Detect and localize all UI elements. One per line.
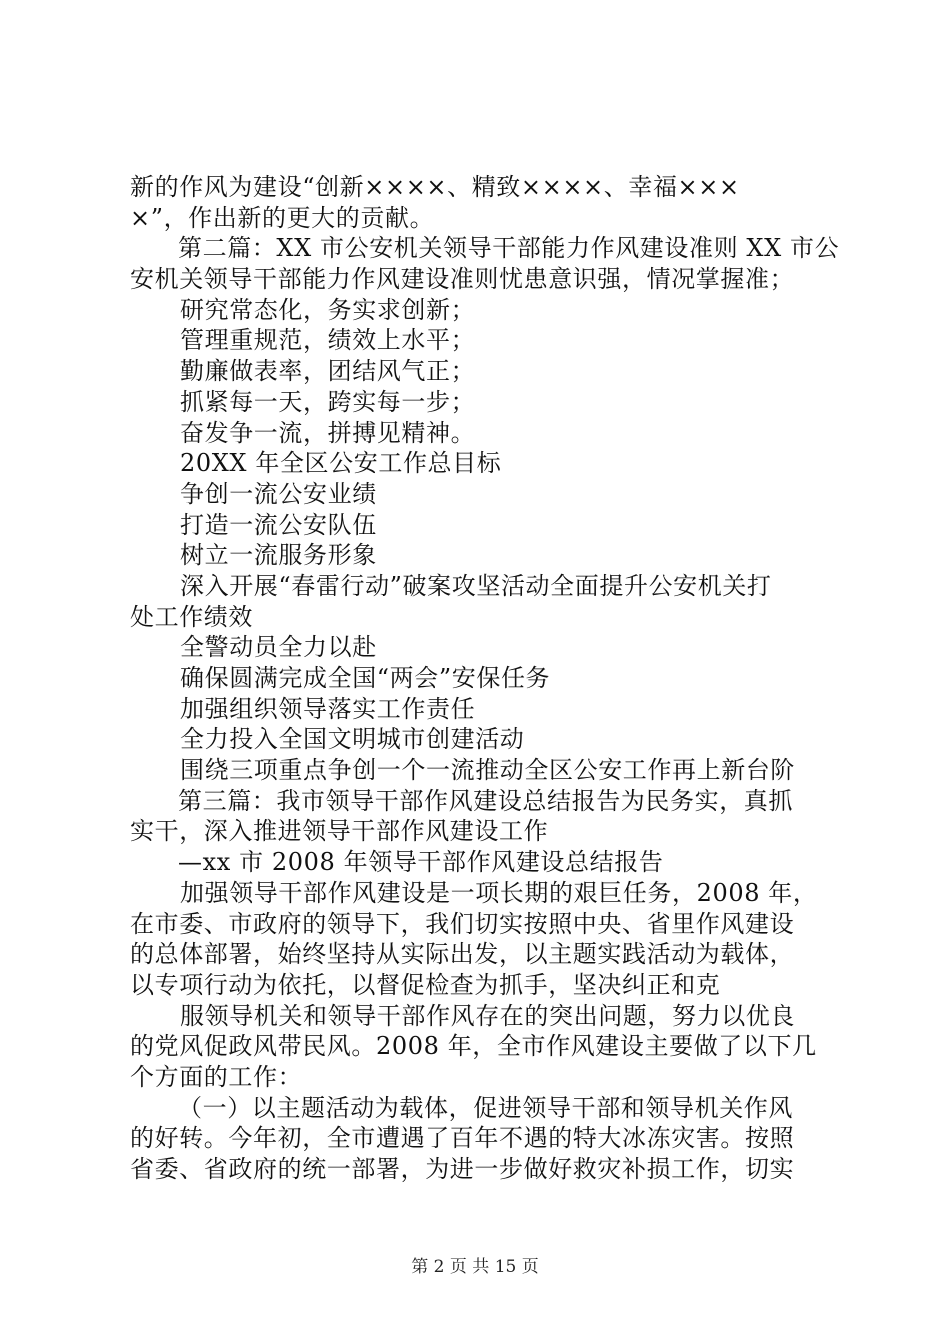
text-line: 管理重规范，绩效上水平； [180,326,476,355]
text-line: 加强领导干部作风建设是一项长期的艰巨任务，2008 年， [180,878,818,907]
page-number-label: 第 2 页 共 15 页 [411,1257,539,1277]
text-line: 处工作绩效 [130,602,253,631]
text-line: 在市委、市政府的领导下，我们切实按照中央、省里作风建设 [130,909,795,938]
text-line: 的好转。今年初，全市遭遇了百年不遇的特大冰冻灾害。按照 [130,1124,795,1153]
text-line: 安机关领导干部能力作风建设准则忧患意识强，情况掌握准； [130,265,795,294]
text-line: 抓紧每一天，跨实每一步； [180,387,476,416]
text-line: 深入开展“春雷行动”破案攻坚活动全面提升公安机关打 [180,571,772,600]
subtitle-line: —xx 市 2008 年领导干部作风建设总结报告 [178,848,664,877]
text-line: 的党风促政风带民风。2008 年，全市作风建设主要做了以下几 [130,1032,817,1061]
text-line: 加强组织领导落实工作责任 [180,694,476,723]
text-line: 打造一流公安队伍 [180,510,377,539]
text-line: 树立一流服务形象 [180,541,377,570]
text-line: 围绕三项重点争创一个一流推动全区公安工作再上新台阶 [180,756,795,785]
text-line: 勤廉做表率，团结风气正； [180,357,476,386]
document-body [130,172,840,1185]
text-line: 省委、省政府的统一部署，为进一步做好救灾补损工作，切实 [130,1155,795,1183]
text-line: 个方面的工作： [130,1062,303,1091]
text-line: 全力投入全国文明城市创建活动 [180,725,525,754]
text-line: 实干，深入推进领导干部作风建设工作 [130,817,549,846]
text-line: 20XX 年全区公安工作总目标 [180,449,502,478]
text-line: 研究常态化，务实求创新； [180,295,476,324]
text-line: （一）以主题活动为载体，促进领导干部和领导机关作风 [178,1093,793,1122]
text-line: 争创一流公安业绩 [180,479,377,508]
text-line: 服领导机关和领导干部作风存在的突出问题，努力以优良 [180,1001,795,1030]
section-heading-line: 第三篇：我市领导干部作风建设总结报告为民务实，真抓 [178,786,793,815]
text-line: 的总体部署，始终坚持从实际出发，以主题实践活动为载体， [130,940,795,969]
text-line: 确保圆满完成全国“两会”安保任务 [180,664,551,692]
text-line: 全警动员全力以赴 [180,633,377,662]
text-line: ×”，作出新的更大的贡献。 [130,203,435,232]
section-heading-line: 第二篇：XX 市公安机关领导干部能力作风建设准则 XX 市公 [178,234,840,263]
text-line: 奋发争一流，拼搏见精神。 [180,418,476,447]
text-line: 新的作风为建设“创新××××、精致××××、幸福××× [130,173,740,201]
text-line: 以专项行动为依托，以督促检查为抓手，坚决纠正和克 [130,970,721,999]
page-footer [0,1252,950,1277]
